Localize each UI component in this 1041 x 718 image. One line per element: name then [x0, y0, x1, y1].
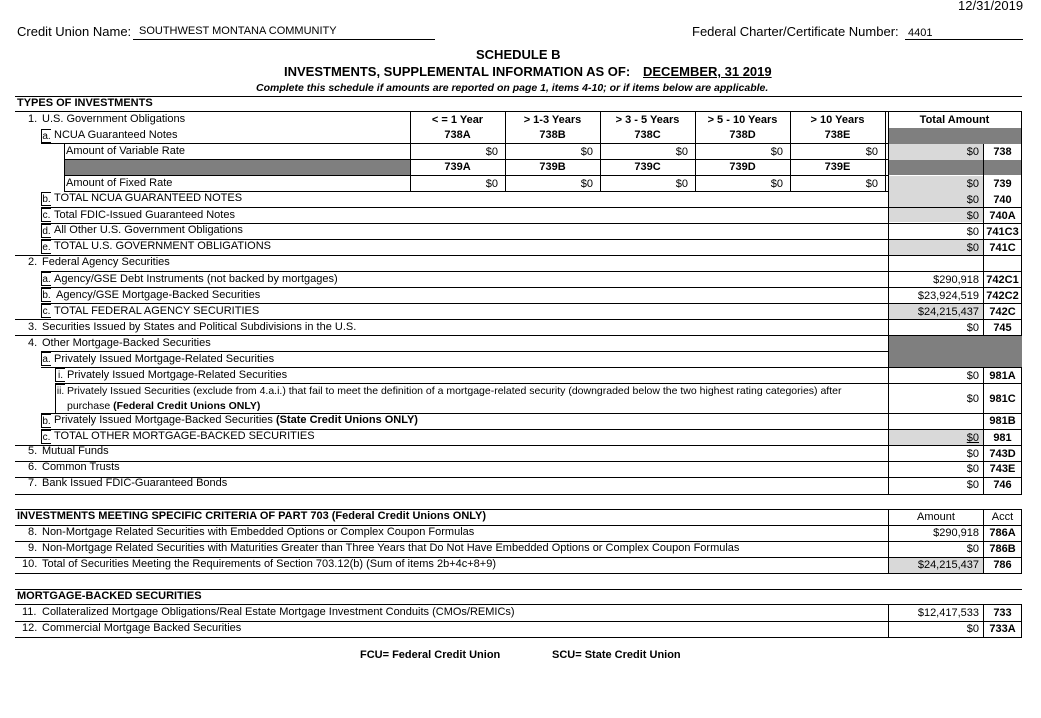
row10-label: Total of Securities Meeting the Requirements of Section 703.12(b) (Sum of items 2b+4c+8+9)	[42, 558, 496, 570]
row4b-label: Privately Issued Mortgage-Backed Securities (State Credit Unions ONLY)	[54, 414, 418, 426]
row1e-letter: e.	[42, 242, 51, 253]
code-739b: 739B	[539, 161, 566, 173]
row1a-letter: a.	[42, 131, 51, 142]
row2-label: Federal Agency Securities	[42, 256, 170, 268]
footer-fcu: FCU= Federal Credit Union	[360, 649, 501, 661]
row3-label: Securities Issued by States and Political Subdivisions in the U.S.	[42, 321, 357, 333]
row1b-code: 740	[993, 194, 1012, 206]
col-header-2: > 1-3 Years	[523, 114, 582, 126]
row4b-code: 981B	[989, 415, 1016, 427]
part703-acct-header: Acct	[991, 511, 1014, 523]
variable-code: 738	[993, 146, 1012, 158]
variable-3-5yr: $0	[675, 146, 688, 158]
row7-num: 7.	[28, 477, 38, 489]
cu-name-value: SOUTHWEST MONTANA COMMUNITY	[139, 25, 337, 37]
fixed-5-10yr: $0	[770, 178, 783, 190]
col-header-5: > 10 Years	[810, 114, 865, 126]
row2c-letter: c.	[42, 306, 51, 317]
variable-rate-label: Amount of Variable Rate	[66, 145, 186, 157]
row4ai-code: 981A	[989, 370, 1016, 382]
variable-10yr: $0	[865, 146, 878, 158]
charter-label: Federal Charter/Certificate Number:	[692, 24, 899, 39]
row4c-letter: c.	[42, 432, 51, 443]
col-header-3: > 3 - 5 Years	[615, 114, 680, 126]
row12-label: Commercial Mortgage Backed Securities	[42, 622, 242, 634]
row12-amount: $0	[966, 623, 979, 635]
row2-num: 2.	[28, 256, 38, 268]
row9-amount: $0	[966, 543, 979, 555]
code-739a: 739A	[444, 161, 471, 173]
row4aii-line1: Privately Issued Securities (exclude from 4.a.i.) that fail to meet the definition of a mortgage-related security (downgraded below the two highest rating categories) after	[67, 385, 842, 397]
code-739c: 739C	[634, 161, 661, 173]
row4-label: Other Mortgage-Backed Securities	[42, 337, 211, 349]
cu-name-label: Credit Union Name:	[17, 24, 132, 39]
code-738a: 738A	[444, 129, 471, 141]
part703-amount-header: Amount	[917, 511, 955, 523]
row1d-letter: d.	[42, 226, 51, 237]
row4b-letter: b.	[42, 416, 51, 427]
row4aii-code: 981C	[989, 393, 1016, 405]
row5-label: Mutual Funds	[42, 445, 109, 457]
row1c-letter: c.	[42, 210, 51, 221]
variable-1-3yr: $0	[580, 146, 593, 158]
variable-1yr: $0	[485, 146, 498, 158]
row9-code: 786B	[989, 543, 1016, 555]
footer-scu: SCU= State Credit Union	[552, 649, 681, 661]
variable-5-10yr: $0	[770, 146, 783, 158]
row4c-label: TOTAL OTHER MORTGAGE-BACKED SECURITIES	[54, 430, 315, 442]
row4aii-letter: ii.	[55, 384, 65, 414]
row2b-letter: b.	[42, 290, 51, 301]
row5-amount: $0	[966, 448, 979, 460]
as-of-date: DECEMBER, 31 2019	[643, 64, 772, 79]
row1d-code: 741C3	[986, 226, 1019, 238]
row10-amount: $24,215,437	[917, 559, 979, 571]
variable-total: $0	[966, 146, 979, 158]
fixed-total: $0	[966, 178, 979, 190]
fixed-3-5yr: $0	[675, 178, 688, 190]
row1-label: U.S. Government Obligations	[42, 113, 186, 125]
row4c-code: 981	[993, 432, 1012, 444]
schedule-title: SCHEDULE B	[476, 47, 561, 62]
row1d-amount: $0	[966, 226, 979, 238]
code-738e: 738E	[824, 129, 851, 141]
code-738b: 738B	[539, 129, 566, 141]
row4a-letter: a.	[42, 354, 51, 365]
row2b-amount: $23,924,519	[917, 290, 979, 302]
row1c-code: 740A	[989, 210, 1016, 222]
row1a-label: NCUA Guaranteed Notes	[54, 129, 178, 141]
fixed-1yr: $0	[485, 178, 498, 190]
row8-num: 8.	[28, 526, 38, 538]
row6-num: 6.	[28, 461, 38, 473]
row11-amount: $12,417,533	[917, 607, 979, 619]
row2c-code: 742C	[989, 306, 1016, 318]
row7-label: Bank Issued FDIC-Guaranteed Bonds	[42, 477, 228, 489]
row9-label: Non-Mortgage Related Securities with Maturities Greater than Three Years that Do Not Have Embedded Options or Complex Coupon Formulas	[42, 542, 740, 554]
schedule-subtitle: INVESTMENTS, SUPPLEMENTAL INFORMATION AS OF:	[284, 64, 631, 79]
total-header: Total Amount	[919, 114, 990, 126]
row1b-letter: b.	[42, 194, 51, 205]
row11-code: 733	[993, 607, 1012, 619]
col-header-1: < = 1 Year	[431, 114, 484, 126]
row1b-label: TOTAL NCUA GUARANTEED NOTES	[54, 192, 243, 204]
row1c-amount: $0	[966, 210, 979, 222]
row4a-label: Privately Issued Mortgage-Related Securities	[54, 353, 275, 365]
fixed-1-3yr: $0	[580, 178, 593, 190]
row6-label: Common Trusts	[42, 461, 120, 473]
row2a-amount: $290,918	[933, 274, 979, 286]
row1e-code: 741C	[989, 242, 1016, 254]
row6-code: 743E	[989, 463, 1016, 475]
row2a-letter: a.	[42, 274, 51, 285]
row2c-amount: $24,215,437	[917, 306, 979, 318]
row8-label: Non-Mortgage Related Securities with Embedded Options or Complex Coupon Formulas	[42, 526, 475, 538]
row2b-label: Agency/GSE Mortgage-Backed Securities	[56, 289, 261, 301]
row7-code: 746	[993, 479, 1012, 491]
row1-num: 1.	[28, 113, 38, 125]
row5-num: 5.	[28, 445, 38, 457]
row3-num: 3.	[28, 321, 38, 333]
part703-heading: INVESTMENTS MEETING SPECIFIC CRITERIA OF PART 703 (Federal Credit Unions ONLY)	[17, 510, 486, 522]
row2c-label: TOTAL FEDERAL AGENCY SECURITIES	[54, 305, 260, 317]
row9-num: 9.	[28, 542, 38, 554]
row4aii-amount: $0	[966, 393, 979, 405]
row8-code: 786A	[989, 527, 1016, 539]
code-739d: 739D	[729, 161, 756, 173]
fixed-code: 739	[993, 178, 1012, 190]
row4-num: 4.	[28, 337, 38, 349]
row1c-label: Total FDIC-Issued Guaranteed Notes	[54, 209, 235, 221]
row1b-amount: $0	[966, 194, 979, 206]
row4ai-letter: i.	[55, 368, 65, 382]
fixed-rate-label: Amount of Fixed Rate	[66, 177, 173, 189]
row5-code: 743D	[989, 448, 1016, 460]
code-738d: 738D	[729, 129, 756, 141]
row1e-amount: $0	[966, 242, 979, 254]
mbs-heading: MORTGAGE-BACKED SECURITIES	[17, 590, 202, 602]
row2a-code: 742C1	[986, 274, 1019, 286]
row10-num: 10.	[22, 558, 38, 570]
row4ai-label: Privately Issued Mortgage-Related Securities	[67, 369, 288, 381]
col-header-4: > 5 - 10 Years	[707, 114, 778, 126]
row11-num: 11.	[22, 606, 37, 618]
row12-num: 12.	[22, 622, 38, 634]
code-738c: 738C	[634, 129, 661, 141]
row7-amount: $0	[966, 479, 979, 491]
row10-code: 786	[993, 559, 1012, 571]
fixed-10yr: $0	[865, 178, 878, 190]
row1e-label: TOTAL U.S. GOVERNMENT OBLIGATIONS	[54, 240, 271, 252]
row1d-label: All Other U.S. Government Obligations	[54, 224, 243, 236]
charter-number: 4401	[908, 27, 933, 39]
row8-amount: $290,918	[933, 527, 979, 539]
row6-amount: $0	[966, 463, 979, 475]
row11-label: Collateralized Mortgage Obligations/Real Estate Mortgage Investment Conduits (CMOs/REMICs)	[42, 606, 515, 618]
row2b-code: 742C2	[986, 290, 1019, 302]
types-heading: TYPES OF INVESTMENTS	[17, 97, 153, 109]
row4c-amount: $0	[966, 432, 979, 444]
row4ai-amount: $0	[966, 370, 979, 382]
row3-code: 745	[993, 322, 1012, 334]
row12-code: 733A	[989, 623, 1016, 635]
row4aii-line2: purchase (Federal Credit Unions ONLY)	[67, 400, 261, 412]
report-date: 12/31/2019	[958, 0, 1024, 13]
row3-amount: $0	[966, 322, 979, 334]
code-739e: 739E	[824, 161, 851, 173]
instruction-text: Complete this schedule if amounts are reported on page 1, items 4-10; or if items below are applicable.	[256, 82, 769, 94]
row2a-label: Agency/GSE Debt Instruments (not backed by mortgages)	[54, 273, 338, 285]
